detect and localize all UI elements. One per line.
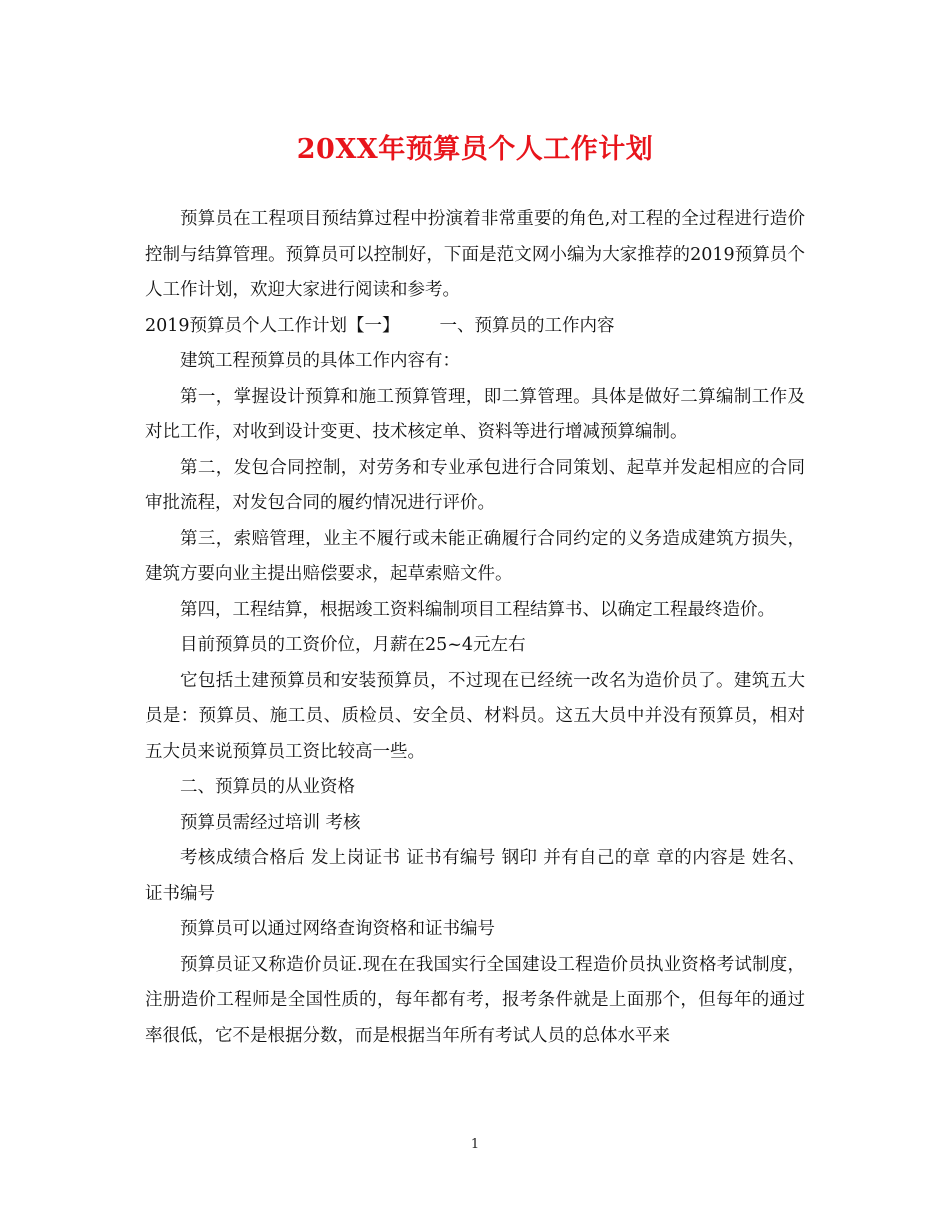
document-title: 20XX年预算员个人工作计划 [296,134,654,165]
paragraph: 第二，发包合同控制，对劳务和专业承包进行合同策划、起草并发起相应的合同审批流程，对发包合同的履约情况进行评价。 [145,457,805,513]
section-heading [145,309,805,345]
paragraph: 它包括土建预算员和安装预算员，不过现在已经统一改名为造价员了。建筑五大员是：预算员、施工员、质检员、安全员、材料员。这五大员中并没有预算员，相对五大员来说预算员工资比较高一些。 [145,670,805,762]
section-heading-right: 一、预算员的工作内容 [439,315,615,336]
paragraph: 建筑工程预算员的具体工作内容有： [180,351,460,371]
paragraph: 预算员可以通过网络查询资格和证书编号 [180,919,495,939]
intro-paragraph: 预算员在工程项目预结算过程中扮演着非常重要的角色,对工程的全过程进行造价控制与结算管理。预算员可以控制好，下面是范文网小编为大家推荐的2019预算员个人工作计划，欢迎大家进行阅读和参考。 [145,209,805,300]
document-body [145,202,805,1054]
paragraph: 考核成绩合格后 发上岗证书 证书有编号 钢印 并有自己的章 章的内容是 姓名、证书编号 [145,848,805,904]
paragraph: 第三，索赔管理，业主不履行或未能正确履行合同约定的义务造成建筑方损失，建筑方要向业主提出赔偿要求，起草索赔文件。 [145,528,805,584]
paragraph: 目前预算员的工资价位，月薪在25~4元左右 [180,635,526,655]
paragraph: 二、预算员的从业资格 [180,777,355,797]
paragraph: 预算员需经过培训 考核 [180,812,361,833]
paragraph: 预算员证又称造价员证.现在在我国实行全国建设工程造价员执业资格考试制度，注册造价工程师是全国性质的，每年都有考，报考条件就是上面那个，但每年的通过率很低，它不是根据分数，而是根据当年所有考试人员的总体水平来 [145,954,805,1046]
paragraph: 第四，工程结算，根据竣工资料编制项目工程结算书、以确定工程最终造价。 [180,599,775,620]
section-heading-left: 2019预算员个人工作计划【一】 [145,315,400,336]
paragraph: 第一，掌握设计预算和施工预算管理，即二算管理。具体是做好二算编制工作及对比工作，对收到设计变更、技术核定单、资料等进行增减预算编制。 [145,386,805,442]
page-number: 1 [470,1137,480,1152]
